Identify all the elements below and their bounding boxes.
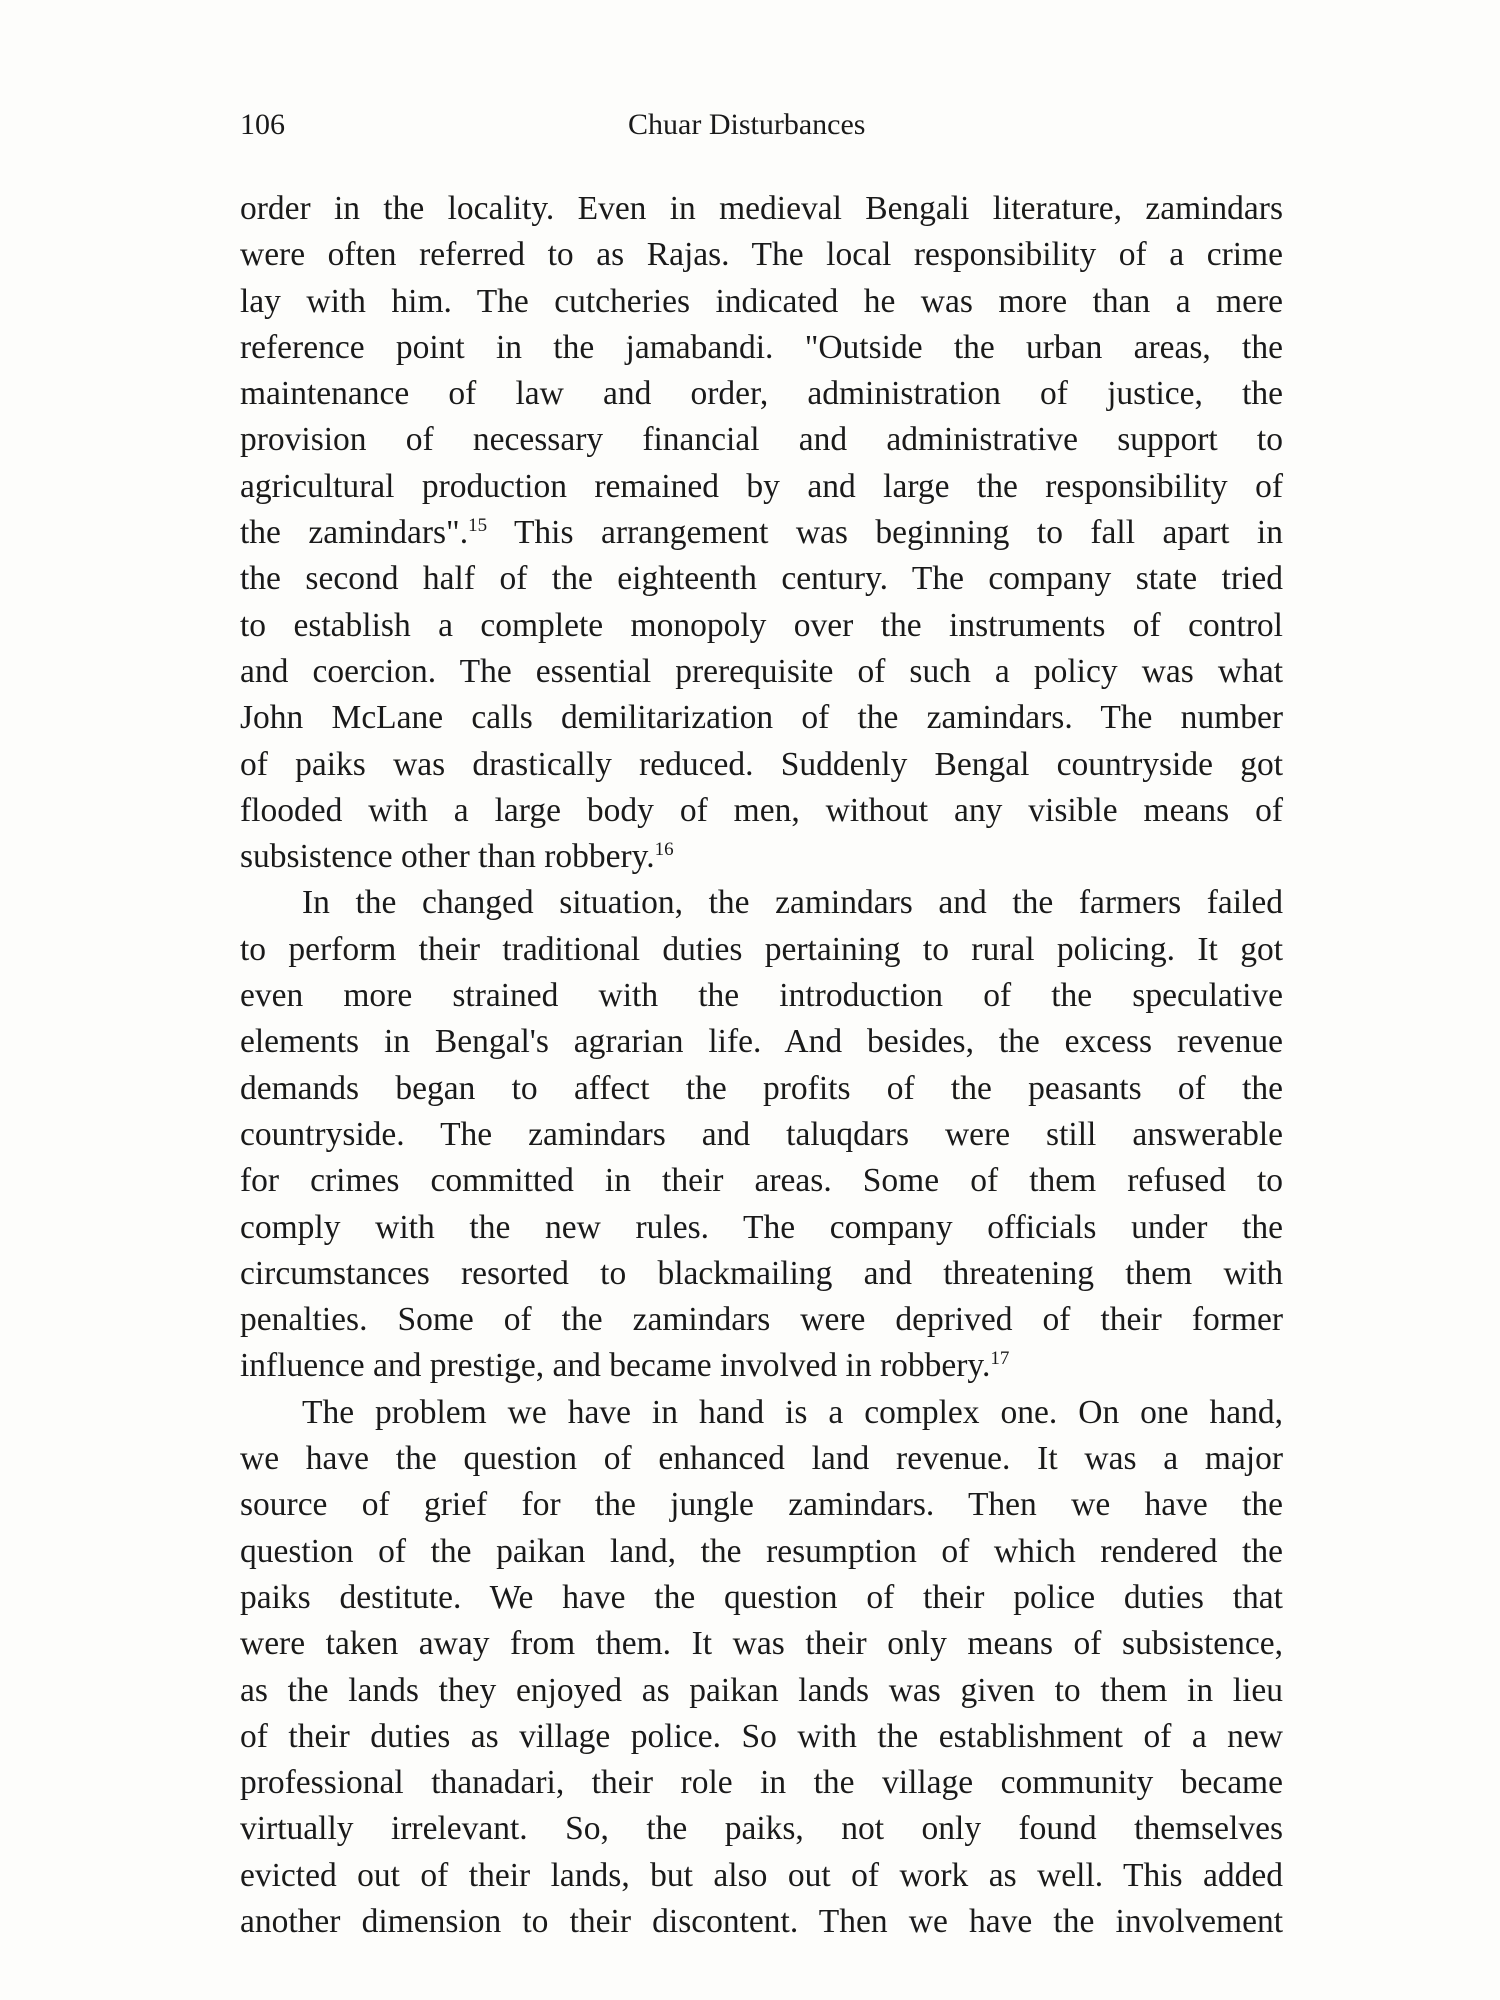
text-line: demands began to affect the profits of the peasants of the: [240, 1069, 1283, 1107]
text-line: lay with him. The cutcheries indicated he was more than a mere: [240, 282, 1283, 320]
text-line: question of the paikan land, the resumption of which rendered the: [240, 1532, 1283, 1570]
text-line: countryside. The zamindars and taluqdars were still answerable: [240, 1115, 1283, 1153]
text-line: virtually irrelevant. So, the paiks, not only found themselves: [240, 1810, 1283, 1848]
text-line: penalties. Some of the zamindars were deprived of their former: [240, 1301, 1283, 1339]
text-line: for crimes committed in their areas. Some of them refused to: [240, 1162, 1283, 1200]
text-line: source of grief for the jungle zamindars. Then we have the: [240, 1486, 1283, 1524]
text-line: another dimension to their discontent. Then we have the involvement: [240, 1902, 1283, 1940]
text-line: to establish a complete monopoly over the instruments of control: [240, 606, 1283, 644]
footnote-marker: 17: [990, 1348, 1010, 1370]
text-line: order in the locality. Even in medieval Bengali literature, zamindars: [240, 190, 1283, 227]
text-line: the second half of the eighteenth century. The company state tried: [240, 560, 1283, 598]
text-line: of their duties as village police. So with the establishment of a new: [240, 1717, 1283, 1755]
text-line: maintenance of law and order, administration of justice, the: [240, 375, 1283, 413]
text-line: provision of necessary financial and administrative support to: [240, 421, 1283, 459]
text-line: John McLane calls demilitarization of the zamindars. The number: [240, 699, 1283, 737]
body-text: [240, 186, 1283, 1945]
text-line: circumstances resorted to blackmailing and threatening them with: [240, 1254, 1283, 1292]
text-line: to perform their traditional duties pertaining to rural policing. It got: [240, 930, 1283, 968]
text-line: were taken away from them. It was their only means of subsistence,: [240, 1625, 1283, 1663]
text-line: paiks destitute. We have the question of their police duties that: [240, 1578, 1283, 1616]
footnote-marker: 16: [654, 839, 674, 861]
text-line: were often referred to as Rajas. The local responsibility of a crime: [240, 236, 1283, 274]
text-line: elements in Bengal's agrarian life. And besides, the excess revenue: [240, 1023, 1283, 1061]
text-line: The problem we have in hand is a complex one. On one hand,: [302, 1393, 1283, 1431]
text-line: the zamindars".$^{15}$ This arrangement was beginning to fall apart in: [240, 514, 1283, 552]
text-line: of paiks was drastically reduced. Suddenly Bengal countryside got: [240, 745, 1283, 783]
text-line: subsistence other than robbery.$^{16}$: [240, 838, 674, 876]
text-line: evicted out of their lands, but also out of work as well. This added: [240, 1856, 1283, 1894]
text-line: as the lands they enjoyed as paikan lands was given to them in lieu: [240, 1671, 1283, 1709]
footnote-marker: 15: [468, 515, 488, 537]
page-number: 106: [240, 108, 285, 141]
text-line: influence and prestige, and became involved in robbery.$^{17}$: [240, 1347, 1010, 1385]
text-line: agricultural production remained by and large the responsibility of: [240, 467, 1283, 505]
text-line: even more strained with the introduction of the speculative: [240, 977, 1283, 1015]
text-line: we have the question of enhanced land revenue. It was a major: [240, 1440, 1283, 1478]
text-line: comply with the new rules. The company officials under the: [240, 1208, 1283, 1246]
text-line: professional thanadari, their role in the village community became: [240, 1764, 1283, 1802]
text-line: In the changed situation, the zamindars and the farmers failed: [302, 884, 1283, 922]
running-title: Chuar Disturbances: [628, 108, 866, 141]
text-line: and coercion. The essential prerequisite of such a policy was what: [240, 652, 1283, 690]
text-line: reference point in the jamabandi. "Outside the urban areas, the: [240, 328, 1283, 366]
text-line: flooded with a large body of men, without any visible means of: [240, 791, 1283, 829]
